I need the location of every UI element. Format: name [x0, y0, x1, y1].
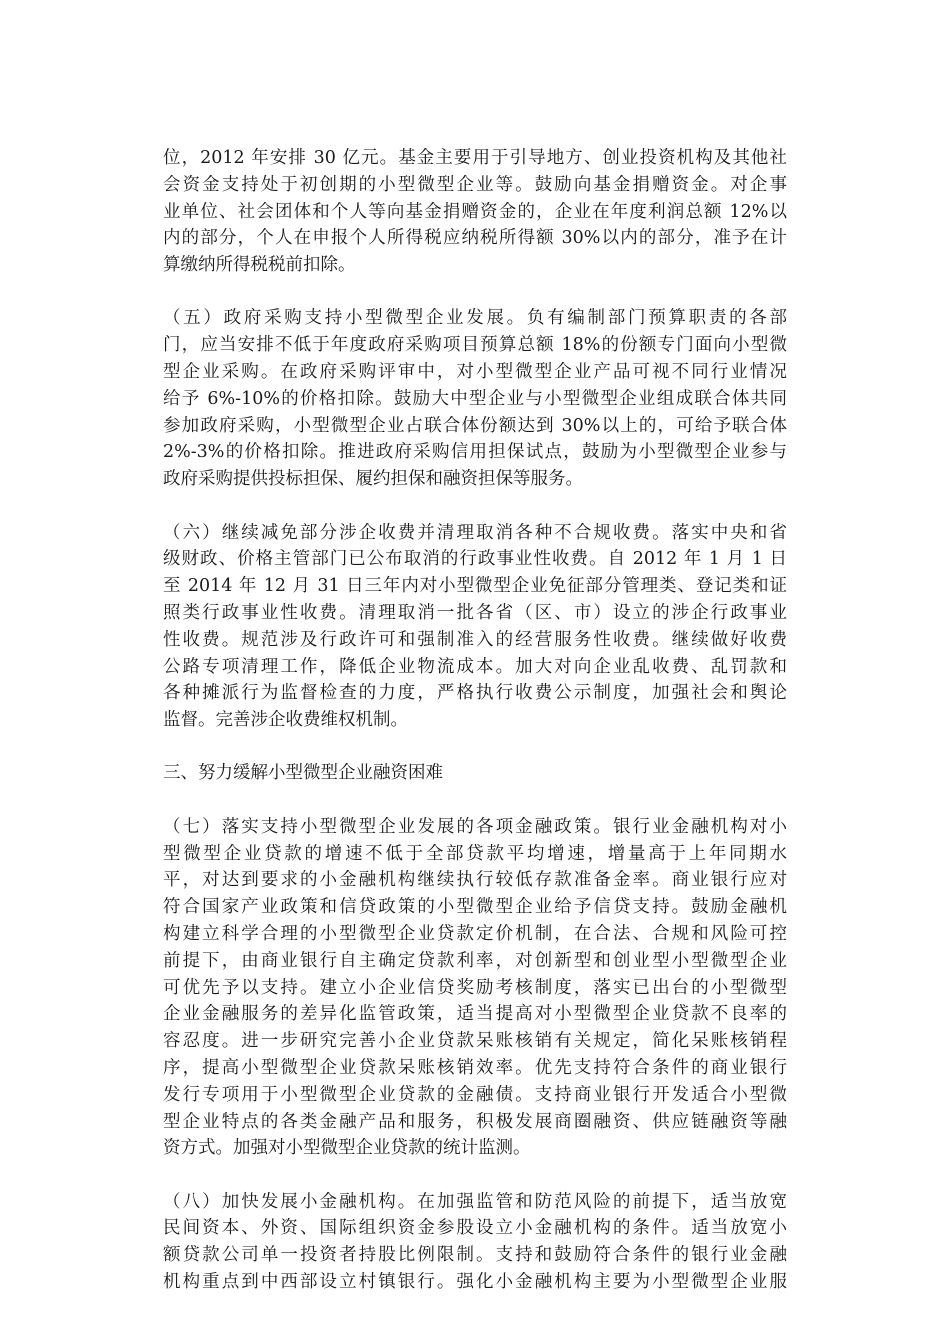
text-line: 企业金融服务的差异化监管政策，适当提高对小型微型企业贷款不良率的 [163, 1004, 787, 1025]
text-line: 位，2012 年安排 30 亿元。基金主要用于引导地方、创业投资机构及其他社 [163, 148, 787, 168]
text-line: 额贷款公司单一投资者持股比例限制。支持和鼓励符合条件的银行业金融 [163, 1245, 787, 1266]
text-line: 性收费。规范涉及行政许可和强制准入的经营服务性收费。继续做好收费 [163, 629, 787, 650]
text-line: 照类行政事业性收费。清理取消一批各省（区、市）设立的涉企行政事业 [163, 602, 787, 623]
paragraph-spacer [163, 493, 787, 520]
paragraph-spacer [163, 787, 787, 814]
text-line: 发行专项用于小型微型企业贷款的金融债。支持商业银行开发适合小型微 [163, 1084, 787, 1105]
paragraph-spacer [163, 279, 787, 306]
text-line: 可优先予以支持。建立小企业信贷奖励考核制度，落实已出台的小型微型 [163, 977, 787, 998]
text-line: 各种摊派行为监督检查的力度，严格执行收费公示制度，加强社会和舆论 [163, 683, 787, 704]
paragraph-government-procurement [163, 305, 787, 493]
paragraph-fee-reduction [163, 520, 787, 734]
section-heading-financing [163, 760, 787, 787]
text-line: （五）政府采购支持小型微型企业发展。负有编制部门预算职责的各部 [163, 308, 787, 329]
text-line: （七）落实支持小型微型企业发展的各项金融政策。银行业金融机构对小 [163, 816, 787, 837]
text-line: 平，对达到要求的小金融机构继续执行较低存款准备金率。商业银行应对 [163, 870, 787, 891]
text-line: 政府采购提供投标担保、履约担保和融资担保等服务。 [163, 469, 583, 490]
text-line: 内的部分，个人在申报个人所得税应纳税所得额 30%以内的部分，准予在计 [163, 228, 787, 249]
text-line: 序，提高小型微型企业贷款呆账核销效率。优先支持符合条件的商业银行 [163, 1057, 787, 1078]
text-line: 型企业采购。在政府采购评审中，对小型微型企业产品可视不同行业情况 [163, 362, 787, 383]
text-line: 型企业特点的各类金融产品和服务，积极发展商圈融资、供应链融资等融 [163, 1111, 787, 1132]
text-line: 三、努力缓解小型微型企业融资困难 [163, 763, 443, 784]
text-line: 监督。完善涉企收费维权机制。 [163, 710, 408, 731]
text-line: 算缴纳所得税税前扣除。 [163, 255, 356, 276]
text-line: 业单位、社会团体和个人等向基金捐赠资金的，企业在年度利润总额 12%以 [163, 201, 787, 222]
text-line: 符合国家产业政策和信贷政策的小型微型企业给予信贷支持。鼓励金融机 [163, 897, 787, 918]
text-line: 参加政府采购，小型微型企业占联合体份额达到 30%以上的，可给予联合体 [163, 415, 787, 436]
text-line: （六）继续减免部分涉企收费并清理取消各种不合规收费。落实中央和省 [163, 522, 787, 543]
text-line: 至 2014 年 12 月 31 日三年内对小型微型企业免征部分管理类、登记类和证 [163, 576, 787, 597]
text-line: 门，应当安排不低于年度政府采购项目预算总额 18%的份额专门面向小型微 [163, 335, 787, 356]
text-line: 2%-3%的价格扣除。推进政府采购信用担保试点，鼓励为小型微型企业参与 [163, 442, 787, 463]
text-line: （八）加快发展小金融机构。在加强监管和防范风险的前提下，适当放宽 [163, 1191, 787, 1212]
paragraph-spacer [163, 1162, 787, 1189]
text-line: 级财政、价格主管部门已公布取消的行政事业性收费。自 2012 年 1 月 1 日 [163, 549, 787, 570]
text-line: 民间资本、外资、国际组织资金参股设立小金融机构的条件。适当放宽小 [163, 1218, 787, 1239]
text-line: 机构重点到中西部设立村镇银行。强化小金融机构主要为小型微型企业服 [163, 1271, 787, 1292]
text-line: 给予 6%-10%的价格扣除。鼓励大中型企业与小型微型企业组成联合体共同 [163, 388, 787, 409]
text-line: 公路专项清理工作，降低企业物流成本。加大对向企业乱收费、乱罚款和 [163, 656, 787, 677]
text-line: 构建立科学合理的小型微型企业贷款定价机制，在合法、合规和风险可控 [163, 923, 787, 944]
document-body [163, 145, 787, 1296]
text-line: 容忍度。进一步研究完善小企业贷款呆账核销有关规定，简化呆账核销程 [163, 1031, 787, 1052]
paragraph-fund-donation [163, 145, 787, 279]
paragraph-financial-policy [163, 814, 787, 1162]
paragraph-small-financial-institutions [163, 1189, 787, 1296]
text-line: 型微型企业贷款的增速不低于全部贷款平均增速，增量高于上年同期水 [163, 843, 787, 864]
text-line: 前提下，由商业银行自主确定贷款利率，对创新型和创业型小型微型企业 [163, 950, 787, 971]
paragraph-spacer [163, 734, 787, 761]
text-line: 会资金支持处于初创期的小型微型企业等。鼓励向基金捐赠资金。对企事 [163, 174, 787, 195]
text-line: 资方式。加强对小型微型企业贷款的统计监测。 [163, 1138, 531, 1159]
